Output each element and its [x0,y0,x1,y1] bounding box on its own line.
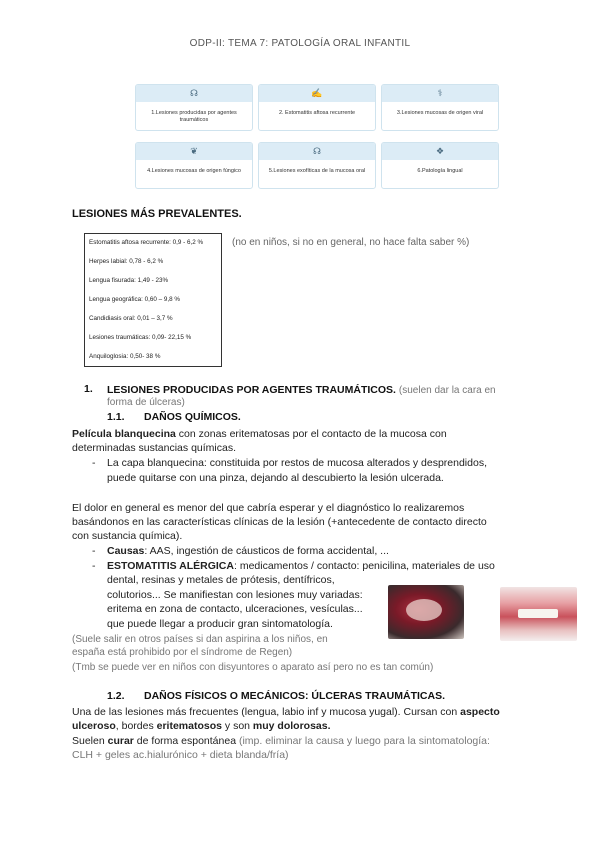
bold-term: ulceroso [72,720,116,732]
card-icon: ❦ [136,143,252,160]
trauma-line-4: CLH + geles ac.hialurónico + dieta blanda/fría) [72,749,289,761]
bold-term: muy dolorosas. [252,720,331,732]
bullet-dash: - [92,457,96,469]
prevalence-item: Herpes labial: 0,78 - 6,2 % [89,258,164,265]
note-aspirin-1: (Suele salir en otros países si dan aspirina a los niños, en [72,634,328,645]
text: Una de las lesiones más frecuentes (lengua, labio inf y mucosa yugal). Cursan con [72,706,461,718]
chemical-para-2-line-1: El dolor en general es menor del que cabría esperar y el diagnóstico lo realizaremos [72,502,465,514]
topic-card-2[interactable] [258,84,376,131]
topic-card-3[interactable] [381,84,499,131]
bullet-dash: - [92,560,96,572]
chemical-para-2-line-2: basándonos en las características clínicas de la lesión (+antecedente de contacto directo [72,516,487,528]
estomatitis-line-5: que puede llegar a producir gran sintomatología. [107,618,333,630]
prevalence-note: (no en niños, si no en general, no hace falta saber %) [232,237,470,248]
text: , bordes [115,720,157,732]
section-1-number: 1. [84,383,93,395]
card-icon: ❖ [382,143,498,160]
bold-term: aspecto [460,706,500,718]
card-icon: ☊ [136,85,252,102]
text: Suelen [72,735,108,747]
clinical-photo-chemical-burn [388,585,464,639]
chemical-para-1-line-2: determinadas sustancias químicas. [72,442,236,454]
bullet-dash: - [92,545,96,557]
causas-text: : AAS, ingestión de cáusticos de forma accidental, ... [144,545,389,557]
estomatitis-line-3: colutorios... Se manifiestan con lesiones muy variadas: [107,589,363,601]
topic-card-4[interactable] [135,142,253,189]
note-appliances: (Tmb se puede ver en niños con disyuntores o aparato así pero no es tan común) [72,662,434,673]
estomatitis-label: ESTOMATITIS ALÉRGICA [107,560,234,572]
prevalent-title: LESIONES MÁS PREVALENTES. [72,208,242,220]
chemical-para-2-line-3: con sustancia química). [72,530,183,542]
note: (imp. eliminar la causa y luego para la sintomatología: [236,735,490,747]
page-header: ODP-II: TEMA 7: PATOLOGÍA ORAL INFANTIL [189,38,411,49]
bullet-1-line-2: puede quitarse con una pinza, dejando al descubierto la lesión ulcerada. [107,472,444,484]
section-1-title: LESIONES PRODUCIDAS POR AGENTES TRAUMÁTICOS. [107,384,396,396]
text: y son [221,720,253,732]
card-label: 3.Lesiones mucosas de origen viral [396,110,484,116]
section-1-note: (suelen dar la cara en [398,385,496,396]
card-icon: ☊ [259,143,375,160]
prevalence-item: Lesiones traumáticas: 0,09- 22,15 % [89,334,192,341]
card-label: 1.Lesiones producidas por agentes traumáticos [151,110,237,123]
text: de forma espontánea [133,735,237,747]
card-label: 6.Patología lingual [417,168,463,174]
bold-term: curar [107,735,134,747]
prevalence-item: Lengua geográfica: 0,60 – 9,8 % [89,296,181,303]
section-1-heading [107,383,527,398]
text: con zonas eritematosas por el contacto de la mucosa con [175,428,447,440]
trauma-line-3 [72,734,490,748]
prevalence-item: Estomatitis aftosa recurrente: 0,9 - 6,2 % [89,239,204,246]
bold-term: eritematosos [156,720,222,732]
causas-line [107,544,389,558]
section-1-2-title: DAÑOS FÍSICOS O MECÁNICOS: ÚLCERAS TRAUMÁTICAS. [144,690,446,702]
card-label: 2. Estomatitis aftosa recurrente [278,110,356,116]
clinical-photo-allergic-stomatitis [500,587,577,641]
estomatitis-line-1 [107,559,495,573]
section-1-1-number: 1.1. [107,411,125,423]
trauma-line-2 [72,719,331,733]
section-1-note-2: forma de úlceras) [107,397,185,408]
prevalence-item: Lengua fisurada: 1,49 - 23% [89,277,169,284]
topic-card-1[interactable] [135,84,253,131]
section-1-1-title: DAÑOS QUÍMICOS. [144,411,241,423]
trauma-line-1 [72,705,500,719]
causas-label: Causas [107,545,145,557]
prevalence-item: Candidiasis oral: 0,01 – 3,7 % [89,315,173,322]
topic-card-5[interactable] [258,142,376,189]
bold-term: Película blanquecina [72,428,176,440]
estomatitis-line-2: dental, resinas y metales de prótesis, dentífricos, [107,574,335,586]
card-label: 4.Lesiones mucosas de origen fúngico [147,168,241,174]
topic-card-6[interactable] [381,142,499,189]
card-icon: ✍ [259,85,375,102]
section-1-2-number: 1.2. [107,690,125,702]
estomatitis-text: : medicamentos / contacto: penicilina, materiales de uso [233,560,495,572]
card-label: 5.Lesiones exofíticas de la mucosa oral [268,168,366,174]
chemical-para-1 [72,427,530,441]
note-aspirin-2: españa está prohibido por el síndrome de Regen) [72,647,293,658]
card-icon: ⚕ [382,85,498,102]
bullet-1-line-1: La capa blanquecina: constituida por restos de mucosa alterados y desprendidos, [107,457,487,469]
estomatitis-line-4: eritema en zona de contacto, ulceraciones, vesículas... [107,603,363,615]
prevalence-item: Anquiloglosia: 0,50- 38 % [89,353,161,360]
prevalence-table [84,233,222,367]
